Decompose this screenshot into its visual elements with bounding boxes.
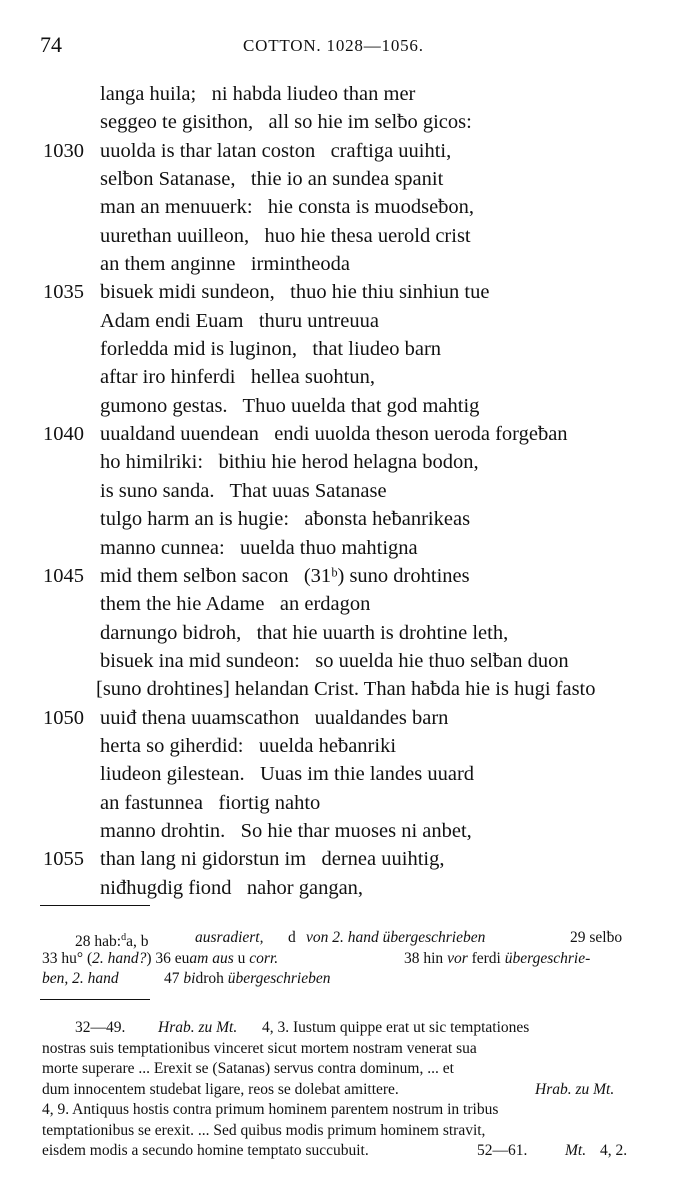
- note-italic: ausradiert,: [195, 929, 264, 946]
- verse-text-line: mid them selƀon sacon (31ᵇ) suno drohtines: [100, 564, 470, 587]
- verse-text-line: darnungo bidroh, that hie uuarth is drohtine leth,: [100, 621, 509, 644]
- verse-line: [0, 137, 687, 165]
- verse-line: [0, 278, 687, 306]
- note-text: temptationibus se erexit. ... Sed quibus modis primum hominem stravit,: [42, 1121, 486, 1139]
- verse-text-line: than lang ni gidorstun im dernea uuihtig,: [100, 848, 445, 871]
- verse-text-line: ho himilriki: bithiu hie herod helagna bodon,: [100, 451, 479, 474]
- note-text: droh: [195, 970, 224, 987]
- verse-line: [0, 760, 687, 788]
- note-text: 29 selƀo: [570, 929, 623, 946]
- verse-line: [0, 732, 687, 760]
- line-number: 1045: [43, 564, 84, 587]
- running-head: COTTON. 1028—1056.: [243, 36, 424, 55]
- note-italic: übergeschrie-: [504, 949, 591, 967]
- verse-text-line: langa huila; ni habda liudeo than mer: [100, 83, 416, 105]
- commentary-line: [0, 1039, 687, 1060]
- note-italic: aus: [212, 949, 234, 967]
- line-number: 1030: [43, 139, 84, 162]
- verse-text-line: selƀon Satanase, thie io an sundea spanit: [100, 168, 444, 191]
- note-italic: vor: [447, 949, 468, 967]
- apparatus-segment: [404, 949, 590, 970]
- apparatus-segment: [42, 949, 278, 970]
- verse-line: [0, 477, 687, 505]
- verse-text-line: bisuek ina mid sundeon: so uuelda hie thuo selƀan duon: [100, 649, 569, 672]
- apparatus-line: [0, 949, 687, 970]
- verse-text-line: seggeo te gisithon, all so hie im selƀo gicos:: [100, 111, 472, 134]
- note-italic: ben, 2. hand: [42, 970, 119, 987]
- commentary-line: [0, 1018, 687, 1039]
- verse-text-line: manno drohtin. So hie thar muoses ni anbet,: [100, 819, 472, 842]
- verse-line: [0, 647, 687, 675]
- verse-line: [0, 845, 687, 873]
- note-text: a, b: [126, 933, 149, 951]
- verse-text: [0, 80, 687, 902]
- verse-line: [0, 817, 687, 845]
- note-text: 47: [164, 970, 180, 987]
- note-italic: Mt.: [565, 1142, 587, 1159]
- verse-line: [0, 675, 687, 703]
- note-text: 4, 3. Iustum quippe erat ut sic temptationes: [262, 1019, 530, 1036]
- verse-text-line: is suno sanda. That uuas Satanase: [100, 479, 387, 502]
- textual-apparatus: [0, 928, 687, 990]
- commentary-line: [0, 1100, 687, 1121]
- verse-text-line: forledda mid is luginon, that liudeo barn: [100, 338, 442, 361]
- verse-line: [0, 392, 687, 420]
- verse-text-line: uuiđ thena uuamscathon uualdandes barn: [100, 706, 449, 729]
- verse-text-line: uualdand uuendean endi uuolda theson ueroda forgeƀan: [100, 423, 568, 446]
- commentary-line: [0, 1080, 687, 1101]
- verse-line: [0, 335, 687, 363]
- verse-text-line: bisuek midi sundeon, thuo hie thiu sinhiun tue: [100, 281, 490, 304]
- verse-text-line: man an menuuerk: hie consta is muodseƀon,: [100, 196, 475, 219]
- verse-line: [0, 193, 687, 221]
- verse-line: [0, 108, 687, 136]
- note-text: 4, 2.: [600, 1142, 628, 1159]
- verse-line: [0, 250, 687, 278]
- source-commentary: [0, 1018, 687, 1162]
- verse-text-line: herta so giherdid: uuelda heƀanriki: [100, 734, 397, 757]
- commentary-line: [0, 1121, 687, 1142]
- commentary-line: [0, 1059, 687, 1080]
- verse-line: [0, 222, 687, 250]
- verse-text-line: tulgo harm an is hugie: aƀonsta heƀanrikeas: [100, 508, 471, 531]
- note-text: 4, 9. Antiquus hostis contra primum hominem parentem nostrum in tribus: [42, 1101, 499, 1118]
- apparatus-segment: [164, 969, 330, 990]
- footnote-divider: [40, 905, 150, 906]
- verse-text-line: an them anginne irmintheoda: [100, 253, 350, 276]
- note-text: dum innocentem studebat ligare, reos se dolebat amittere.: [42, 1080, 399, 1098]
- line-number: 1050: [43, 706, 84, 729]
- verse-line: [0, 789, 687, 817]
- verse-line: [0, 590, 687, 618]
- note-superscript: d: [121, 932, 127, 943]
- verse-text-line: niđhugdig fiond nahor gangan,: [100, 876, 364, 899]
- line-number: 1055: [43, 848, 84, 871]
- note-italic: bi: [183, 970, 196, 987]
- verse-text-line: uuolda is thar latan coston craftiga uuihti,: [100, 139, 452, 162]
- note-text: 28 hab:: [75, 933, 122, 951]
- verse-text-line: them the hie Adame an erdagon: [100, 593, 371, 616]
- verse-line: [0, 165, 687, 193]
- verse-line: [0, 534, 687, 562]
- note-text: eisdem modis a secundo homine temptato succubuit.: [42, 1142, 369, 1159]
- note-text: 33 hu° (: [42, 949, 93, 967]
- note-italic: corr.: [249, 949, 279, 967]
- note-text: d: [288, 929, 296, 946]
- note-text: nostras suis temptationibus vinceret sicut mortem nostram venerat sua: [42, 1039, 477, 1057]
- verse-text-line: aftar iro hinferdi hellea suohtun,: [100, 366, 375, 389]
- verse-text-line: manno cunnea: uuelda thuo mahtigna: [100, 536, 418, 559]
- note-text: u: [237, 949, 246, 967]
- note-text: 32—49.: [75, 1019, 126, 1036]
- verse-line: [0, 505, 687, 533]
- note-italic: Hrab. zu Mt.: [535, 1080, 615, 1098]
- verse-text-line: liudeon gilestean. Uuas im thie landes uuard: [100, 763, 475, 786]
- verse-line: [0, 704, 687, 732]
- note-italic: 2. hand?: [92, 949, 147, 967]
- page-number: 74: [40, 32, 62, 57]
- verse-line: [0, 448, 687, 476]
- verse-text-line: gumono gestas. Thuo uuelda that god mahtig: [100, 394, 480, 417]
- commentary-line: [0, 1141, 687, 1162]
- verse-line: [0, 307, 687, 335]
- verse-line: [0, 363, 687, 391]
- note-text: 52—61.: [477, 1142, 528, 1159]
- note-text: ferdi: [471, 949, 501, 967]
- note-italic: am: [189, 949, 209, 967]
- note-italic: von 2. hand übergeschrieben: [306, 929, 486, 946]
- verse-line: [0, 562, 687, 590]
- note-text: morte superare ... Erexit se (Satanas) servus contra dominum, ... et: [42, 1060, 454, 1077]
- note-italic: Hrab. zu Mt.: [158, 1019, 238, 1036]
- line-number: 1040: [43, 423, 84, 446]
- verse-text-line: Adam endi Euam thuru untreuua: [100, 309, 379, 332]
- verse-line: [0, 80, 687, 108]
- line-number: 1035: [43, 281, 84, 304]
- verse-line: [0, 420, 687, 448]
- verse-text-line: [suno drohtines] helandan Crist. Than haƀda hie is hugi fasto: [96, 678, 596, 701]
- note-text: 38 hin: [404, 949, 444, 967]
- apparatus-line: [0, 928, 687, 949]
- verse-line: [0, 619, 687, 647]
- apparatus-line: [0, 969, 687, 990]
- note-text: ) 36 eu: [146, 949, 190, 967]
- note-italic: übergeschrieben: [227, 970, 331, 987]
- verse-line: [0, 874, 687, 902]
- verse-text-line: an fastunnea fiortig nahto: [100, 791, 321, 814]
- verse-text-line: uurethan uuilleon, huo hie thesa uerold crist: [100, 224, 471, 247]
- footnote-divider: [40, 999, 150, 1000]
